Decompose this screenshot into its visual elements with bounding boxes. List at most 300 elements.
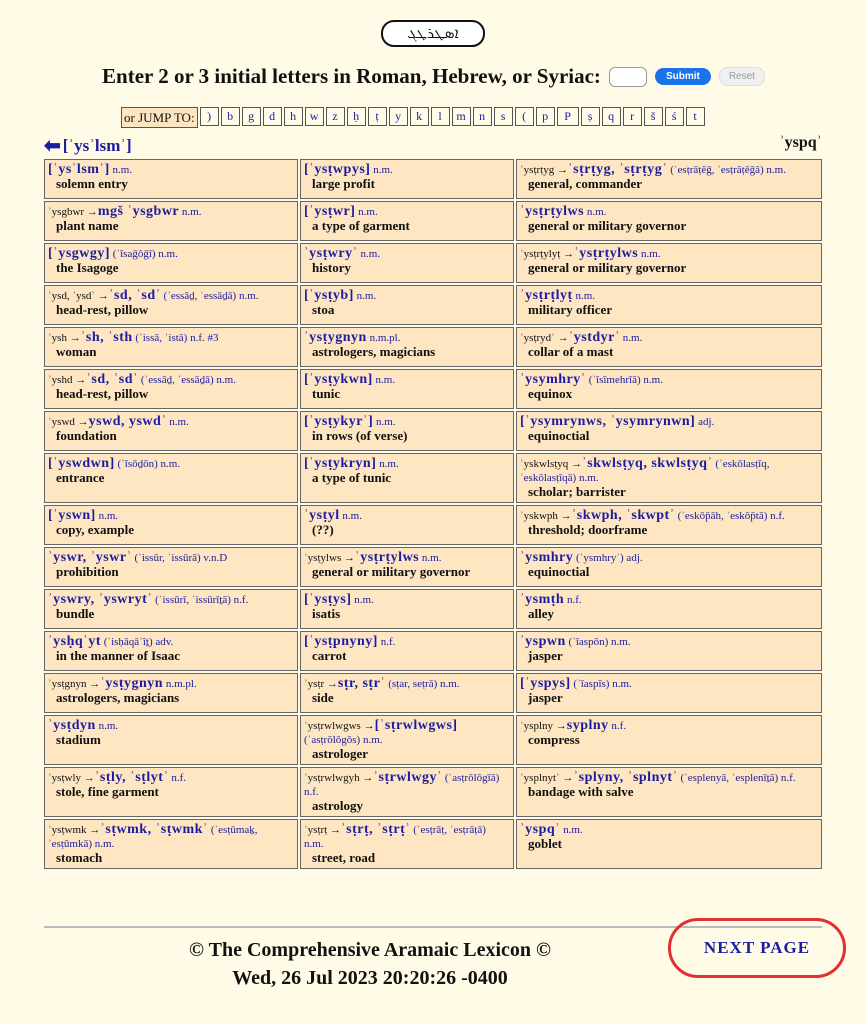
entry-headword[interactable]: ʾysymhryʾ bbox=[520, 372, 586, 387]
lexicon-entry[interactable] bbox=[44, 819, 298, 869]
entry-gloss: head-rest, pillow bbox=[56, 386, 149, 401]
entry-gloss: in the manner of Isaac bbox=[56, 648, 180, 663]
entry-head bbox=[48, 636, 173, 648]
entry-gloss: astrologers, magicians bbox=[312, 344, 436, 359]
entry-info: n.m. bbox=[584, 206, 607, 218]
entry-variant: ʾysṭgnyn → bbox=[48, 678, 101, 690]
entry-gloss: isatis bbox=[312, 606, 341, 621]
entry-gloss: prohibition bbox=[56, 564, 119, 579]
entry-gloss: astrologer bbox=[312, 746, 369, 761]
entry-info: n.m. bbox=[95, 510, 119, 522]
entry-gloss: large profit bbox=[312, 176, 375, 191]
entry-info: n.m. bbox=[357, 248, 381, 260]
entry-headword[interactable]: ʾysmhry bbox=[520, 550, 574, 565]
entry-info: (ʾasṭrōlōgōs) n.m. bbox=[304, 734, 383, 746]
entry-gloss: foundation bbox=[56, 428, 117, 443]
lexicon-entry[interactable] bbox=[300, 631, 514, 671]
entry-head bbox=[48, 290, 259, 302]
entry-headword[interactable]: sṭr, sṭrʾ bbox=[337, 676, 386, 691]
entry-gloss: woman bbox=[56, 344, 97, 359]
lexicon-entry[interactable] bbox=[516, 631, 822, 671]
jump-letter[interactable]: b bbox=[221, 107, 240, 126]
entry-head bbox=[304, 772, 499, 798]
entry-variant: ʾysplnytʾ → bbox=[520, 772, 574, 784]
entry-info: (ʾissūr, ʾissūrā) v.n.D bbox=[131, 552, 228, 564]
jump-letter[interactable]: z bbox=[326, 107, 345, 126]
entry-info: (ʾessāḏ, ʾessāḏā) n.m. bbox=[160, 290, 259, 302]
previous-page-link[interactable] bbox=[44, 133, 132, 158]
entry-head bbox=[48, 824, 258, 850]
jump-letter[interactable]: ṭ bbox=[368, 107, 387, 126]
entry-variant: ʾysṭrṭylyṭ → bbox=[520, 248, 575, 260]
lexicon-entry[interactable] bbox=[516, 243, 822, 283]
entry-gloss: compress bbox=[528, 732, 580, 747]
entry-head bbox=[304, 458, 399, 470]
entry-info: (ʾesplenyā, ʾesplenīṯā) n.f. bbox=[677, 772, 796, 784]
entry-gloss: equinoctial bbox=[528, 564, 590, 579]
lexicon-entry[interactable] bbox=[44, 589, 298, 629]
submit-button[interactable]: Submit bbox=[655, 68, 711, 85]
entry-info: (ʾīaspīs) n.m. bbox=[570, 678, 632, 690]
search-row bbox=[0, 64, 867, 89]
entry-info: (ʾīsaḡōḡī) n.m. bbox=[110, 248, 178, 260]
entry-head bbox=[520, 458, 769, 484]
entry-head bbox=[520, 290, 595, 302]
lexicon-entry[interactable] bbox=[44, 767, 298, 817]
entry-info: (ʾessāḏ, ʾessāḏā) n.m. bbox=[138, 374, 236, 386]
entry-headword[interactable]: [ʾysṭwr] bbox=[304, 204, 356, 219]
entry-variant: ʾysd, ʾysdʾ → bbox=[48, 290, 109, 302]
entry-info: n.m.pl. bbox=[366, 332, 401, 344]
lexicon-entry[interactable] bbox=[300, 327, 514, 367]
entry-info: n.m. bbox=[419, 552, 442, 564]
lexicon-entry[interactable] bbox=[300, 589, 514, 629]
entry-headword[interactable]: [ʾysṭpnyny] bbox=[304, 634, 378, 649]
lexicon-entry[interactable] bbox=[44, 547, 298, 587]
entry-headword[interactable]: ʾsṭwmk, ʾsṭwmkʾ bbox=[100, 822, 209, 837]
lexicon-entry[interactable] bbox=[44, 505, 298, 545]
entry-headword[interactable]: ʾysṭrṭylws bbox=[355, 550, 420, 565]
lexicon-entry[interactable] bbox=[300, 715, 514, 765]
entry-headword[interactable]: syplny bbox=[566, 718, 609, 733]
jump-letter[interactable]: k bbox=[410, 107, 429, 126]
entry-head bbox=[48, 374, 236, 386]
entry-head bbox=[304, 374, 395, 386]
lexicon-entry[interactable] bbox=[44, 285, 298, 325]
entry-head bbox=[48, 678, 197, 690]
entry-info: (ʾissūrī, ʾissūrīṯā) n.f. bbox=[152, 594, 249, 606]
entry-headword[interactable]: ʾysṭrṭylws bbox=[574, 246, 639, 261]
entry-head bbox=[304, 290, 376, 302]
entry-variant: ʾyskwlsṭyq → bbox=[520, 458, 583, 470]
entry-gloss: general or military governor bbox=[528, 218, 687, 233]
entry-head bbox=[304, 636, 395, 648]
entry-head bbox=[48, 720, 118, 732]
entries-grid bbox=[44, 159, 822, 869]
lexicon-entry[interactable] bbox=[516, 453, 822, 503]
lexicon-entry[interactable] bbox=[516, 767, 822, 817]
entry-headword[interactable]: [ʾysymrynws, ʾysymrynwn] bbox=[520, 414, 696, 429]
lexicon-entry[interactable] bbox=[516, 411, 822, 451]
entry-info: n.m. bbox=[353, 290, 377, 302]
jump-letter[interactable]: y bbox=[389, 107, 408, 126]
jump-letter[interactable]: n bbox=[473, 107, 492, 126]
reset-button[interactable]: Reset bbox=[719, 67, 765, 86]
entry-head bbox=[304, 678, 460, 690]
jump-letter[interactable]: š bbox=[644, 107, 663, 126]
entry-headword[interactable]: ʾysṭrṭylws bbox=[520, 204, 585, 219]
lexicon-entry[interactable] bbox=[516, 715, 822, 765]
lexicon-entry[interactable] bbox=[300, 547, 514, 587]
entry-headword[interactable]: ʾysḥqʾyt bbox=[48, 634, 102, 649]
entry-head bbox=[520, 594, 582, 606]
jump-label: or JUMP TO: bbox=[121, 107, 198, 128]
entry-headword[interactable]: [ʾysṭykyrʾ] bbox=[304, 414, 374, 429]
entry-head bbox=[520, 332, 642, 344]
jump-letter[interactable]: q bbox=[602, 107, 621, 126]
entry-headword[interactable]: [ʾysʾlsmʾ] bbox=[48, 162, 110, 177]
entry-headword[interactable]: ʾskwlsṭyq, skwlsṭyqʾ bbox=[582, 456, 713, 471]
lexicon-entry[interactable] bbox=[44, 201, 298, 241]
entry-gloss: in rows (of verse) bbox=[312, 428, 408, 443]
entry-info: n.m. bbox=[620, 332, 643, 344]
entry-headword[interactable]: ʾysṭygnyn bbox=[100, 676, 164, 691]
lexicon-entry[interactable] bbox=[516, 673, 822, 713]
entry-head bbox=[520, 510, 785, 522]
entry-info: n.m.pl. bbox=[163, 678, 197, 690]
lexicon-entry[interactable] bbox=[516, 369, 822, 409]
entry-head bbox=[48, 772, 186, 784]
entry-gloss: stadium bbox=[56, 732, 101, 747]
entry-head bbox=[304, 552, 441, 564]
entry-info: (sṭar, seṭrā) n.m. bbox=[385, 678, 460, 690]
entry-head bbox=[520, 824, 583, 836]
entry-headword[interactable]: ʾsṭrwlwgyʾ bbox=[373, 770, 443, 785]
entry-gloss: general or military governor bbox=[312, 564, 471, 579]
entry-gloss: threshold; doorframe bbox=[528, 522, 648, 537]
jump-letter[interactable]: r bbox=[623, 107, 642, 126]
entry-headword[interactable]: [ʾysṭyb] bbox=[304, 288, 354, 303]
entry-head bbox=[520, 720, 626, 732]
entry-headword[interactable]: ʾsṭrṭ, ʾsṭrṭʾ bbox=[340, 822, 411, 837]
entry-headword[interactable]: ʾyswry, ʾyswrytʾ bbox=[48, 592, 153, 607]
lexicon-entry[interactable] bbox=[300, 767, 514, 817]
entry-head bbox=[304, 164, 393, 176]
entry-head bbox=[48, 510, 118, 522]
entry-variant: ʾysṭr → bbox=[304, 678, 338, 690]
lexicon-entry[interactable] bbox=[44, 715, 298, 765]
entry-gloss: stomach bbox=[56, 850, 103, 865]
entry-head bbox=[304, 206, 378, 218]
search-prompt: Enter 2 or 3 initial letters in Roman, Hebrew, or Syriac: bbox=[102, 64, 601, 88]
entry-headword[interactable]: ʾsṭrṭyg, ʾsṭrṭygʾ bbox=[567, 162, 668, 177]
entry-info: (ʾysmhryʾ) adj. bbox=[573, 552, 643, 564]
jump-letter[interactable]: ṣ bbox=[581, 107, 600, 126]
entry-info: n.m. bbox=[109, 164, 133, 176]
entry-headword[interactable]: ʾyspwn bbox=[520, 634, 566, 649]
entry-headword[interactable]: ʾysṭygnyn bbox=[304, 330, 367, 345]
entry-gloss: collar of a mast bbox=[528, 344, 614, 359]
entry-info: (ʾasṭrōlōgīā) n.f. bbox=[304, 772, 500, 798]
entry-variant: ʾysṭrydʾ → bbox=[520, 332, 569, 344]
lexicon-entry[interactable] bbox=[300, 453, 514, 503]
entry-variant: ʾysṭwly → bbox=[48, 772, 95, 784]
entry-headword[interactable]: ʾysṭyl bbox=[304, 508, 340, 523]
entry-head bbox=[520, 248, 661, 260]
entry-info: n.m. bbox=[376, 458, 399, 470]
entry-headword[interactable]: ʾysmṭh bbox=[520, 592, 565, 607]
lexicon-entry[interactable] bbox=[300, 505, 514, 545]
entry-gloss: the Isagoge bbox=[56, 260, 119, 275]
entry-info: n.m. bbox=[351, 594, 374, 606]
entry-info: (ʾisḥāqāʾīṯ) adv. bbox=[101, 636, 174, 648]
entry-head bbox=[304, 594, 374, 606]
entry-gloss: astrologers, magicians bbox=[56, 690, 180, 705]
lexicon-entry[interactable] bbox=[44, 159, 298, 199]
entry-head bbox=[520, 374, 663, 386]
lexicon-entry[interactable] bbox=[44, 327, 298, 367]
lexicon-entry[interactable] bbox=[300, 243, 514, 283]
lexicon-entry[interactable] bbox=[516, 589, 822, 629]
jump-letter[interactable]: ḥ bbox=[347, 107, 366, 126]
entry-gloss: tunic bbox=[312, 386, 341, 401]
lexicon-entry[interactable] bbox=[516, 201, 822, 241]
entry-variant: ʾysṭylws → bbox=[304, 552, 356, 564]
entry-gloss: street, road bbox=[312, 850, 376, 865]
entry-gloss: history bbox=[312, 260, 351, 275]
entry-variant: ʾysṭrṭyg → bbox=[520, 164, 568, 176]
entry-gloss: head-rest, pillow bbox=[56, 302, 149, 317]
entry-headword[interactable]: [ʾyswdwn] bbox=[48, 456, 115, 471]
entry-headword[interactable]: [ʾsṭrwlwgws] bbox=[374, 718, 458, 733]
entry-head bbox=[304, 824, 486, 850]
lexicon-entry[interactable] bbox=[300, 285, 514, 325]
jump-letter[interactable]: d bbox=[263, 107, 282, 126]
entry-info: (ʾeskōlasṭīq, ʾeskōlasṭīqā) n.m. bbox=[520, 458, 770, 484]
entry-headword[interactable]: [ʾysṭykryn] bbox=[304, 456, 377, 471]
entry-head bbox=[48, 206, 201, 218]
entry-variant: ʾysṭrwlwgws → bbox=[304, 720, 375, 732]
lexicon-entry[interactable] bbox=[516, 285, 822, 325]
entry-headword[interactable]: ʾsh, ʾsth bbox=[80, 330, 133, 345]
entry-head bbox=[48, 164, 132, 176]
entry-info: (ʾesṭrāṭēḡ, ʾesṭrāṭēḡā) n.m. bbox=[667, 164, 786, 176]
jump-letter[interactable]: t bbox=[686, 107, 705, 126]
entry-headword[interactable]: [ʾyswn] bbox=[48, 508, 96, 523]
entry-info: n.m. bbox=[560, 824, 583, 836]
lexicon-entry[interactable] bbox=[516, 327, 822, 367]
entry-gloss: goblet bbox=[528, 836, 562, 851]
entry-head bbox=[48, 594, 248, 606]
jump-letter[interactable]: ( bbox=[515, 107, 534, 126]
entry-variant: ʾysh → bbox=[48, 332, 81, 344]
entry-variant: ʾysṭrṭ → bbox=[304, 824, 341, 836]
entry-info: (ʾesṭūmaḵ, ʾesṭūmkā) n.m. bbox=[48, 824, 258, 850]
jump-letter[interactable]: h bbox=[284, 107, 303, 126]
entry-gloss: plant name bbox=[56, 218, 119, 233]
nav-row bbox=[44, 133, 822, 155]
entry-head bbox=[520, 678, 632, 690]
next-page-link[interactable]: NEXT PAGE bbox=[668, 918, 846, 978]
entry-head bbox=[48, 332, 219, 344]
entry-info: n.m. bbox=[638, 248, 661, 260]
entry-head bbox=[304, 720, 458, 746]
entry-gloss: jasper bbox=[528, 690, 563, 705]
entry-headword[interactable]: [ʾysṭys] bbox=[304, 592, 352, 607]
entry-gloss: (??) bbox=[312, 522, 334, 537]
entry-info: n.f. bbox=[377, 636, 396, 648]
entry-info: (ʾesṭrāṭ, ʾesṭrāṭā) n.m. bbox=[304, 824, 486, 850]
lexicon-entry[interactable] bbox=[44, 673, 298, 713]
entry-head bbox=[520, 206, 606, 218]
entry-info: n.m. bbox=[355, 206, 378, 218]
entry-gloss: equinox bbox=[528, 386, 573, 401]
entry-headword[interactable]: ʾsplyny, ʾsplnytʾ bbox=[573, 770, 678, 785]
entry-info: n.m. bbox=[95, 720, 119, 732]
entry-variant: ʾysṭwmk → bbox=[48, 824, 101, 836]
entry-variant: ʾysplny → bbox=[520, 720, 567, 732]
entry-gloss: carrot bbox=[312, 648, 347, 663]
entry-info: n.m. bbox=[339, 510, 362, 522]
arrow-left-icon: ⬅ bbox=[44, 135, 61, 157]
entry-head bbox=[48, 416, 189, 428]
entry-gloss: copy, example bbox=[56, 522, 134, 537]
entry-info: (ʾeskōp̄āh, ʾeskōp̄tā) n.f. bbox=[674, 510, 785, 522]
entry-gloss: military officer bbox=[528, 302, 613, 317]
jump-letter[interactable]: w bbox=[305, 107, 324, 126]
entry-info: n.m. bbox=[373, 416, 396, 428]
entry-gloss: astrology bbox=[312, 798, 364, 813]
entry-info: n.m. bbox=[572, 290, 596, 302]
entry-headword[interactable]: mgš ʾysgbwr bbox=[97, 204, 180, 219]
entry-gloss: stoa bbox=[312, 302, 335, 317]
entry-gloss: bandage with salve bbox=[528, 784, 634, 799]
entry-info: n.m. bbox=[179, 206, 202, 218]
lexicon-entry[interactable] bbox=[44, 243, 298, 283]
entry-headword[interactable]: ʾyspqʾ bbox=[520, 822, 561, 837]
lexicon-entry[interactable] bbox=[300, 159, 514, 199]
jump-letter[interactable]: ś bbox=[665, 107, 684, 126]
entry-info: n.m. bbox=[372, 374, 396, 386]
jump-letter[interactable]: s bbox=[494, 107, 513, 126]
lexicon-entry[interactable] bbox=[44, 631, 298, 671]
entry-headword[interactable]: ʾskwph, ʾskwptʾ bbox=[571, 508, 675, 523]
entry-info: n.m. bbox=[370, 164, 393, 176]
entry-gloss: scholar; barrister bbox=[528, 484, 626, 499]
jump-bar bbox=[121, 107, 705, 128]
lexicon-entry[interactable] bbox=[516, 505, 822, 545]
entry-headword[interactable]: ʾysṭrṭlyṭ bbox=[520, 288, 573, 303]
cal-logo[interactable]: ܐܣܛܪܛܓ bbox=[381, 20, 485, 47]
entry-headword[interactable]: ʾyswr, ʾyswrʾ bbox=[48, 550, 132, 565]
entry-info: n.f. bbox=[608, 720, 627, 732]
lexicon-entry[interactable] bbox=[300, 369, 514, 409]
lexicon-entry[interactable] bbox=[300, 673, 514, 713]
entry-headword[interactable]: ʾysṭwryʾ bbox=[304, 246, 358, 261]
entry-variant: ʾyshd → bbox=[48, 374, 87, 386]
entry-variant: ʾyskwph → bbox=[520, 510, 572, 522]
entry-head bbox=[48, 552, 227, 564]
entry-headword[interactable]: ʾysṭdyn bbox=[48, 718, 96, 733]
entry-info: n.f. bbox=[168, 772, 187, 784]
entry-gloss: general or military governor bbox=[528, 260, 687, 275]
entry-gloss: jasper bbox=[528, 648, 563, 663]
jump-letter[interactable]: ) bbox=[200, 107, 219, 126]
entry-headword[interactable]: [ʾyspys] bbox=[520, 676, 571, 691]
copyright-text: © The Comprehensive Aramaic Lexicon © bbox=[189, 939, 551, 961]
entry-gloss: a type of tunic bbox=[312, 470, 392, 485]
entry-variant: ʾysṭrwlwgyh → bbox=[304, 772, 374, 784]
entry-gloss: equinoctial bbox=[528, 428, 590, 443]
entry-variant: ʾyswd → bbox=[48, 416, 89, 428]
entry-head bbox=[520, 772, 796, 784]
lexicon-entry[interactable] bbox=[300, 411, 514, 451]
lexicon-entry[interactable] bbox=[44, 453, 298, 503]
jump-letter[interactable]: m bbox=[452, 107, 471, 126]
entry-head bbox=[48, 248, 178, 260]
entry-gloss: side bbox=[312, 690, 334, 705]
entry-head bbox=[304, 248, 380, 260]
entry-info: n.f. bbox=[564, 594, 582, 606]
lexicon-entry[interactable] bbox=[516, 819, 822, 869]
entry-headword[interactable]: [ʾysṭykwn] bbox=[304, 372, 373, 387]
timestamp: Wed, 26 Jul 2023 20:20:26 -0400 bbox=[232, 967, 508, 989]
entry-gloss: bundle bbox=[56, 606, 95, 621]
entry-gloss: solemn entry bbox=[56, 176, 128, 191]
entry-headword[interactable]: ʾsd, ʾsdʾ bbox=[108, 288, 161, 303]
jump-letter[interactable]: l bbox=[431, 107, 450, 126]
entry-info: (ʾissā, ʾistā) n.f. #3 bbox=[132, 332, 219, 344]
entry-headword[interactable]: ʾsṭly, ʾsṭlytʾ bbox=[94, 770, 169, 785]
lexicon-entry[interactable] bbox=[516, 159, 822, 199]
entry-head bbox=[520, 552, 643, 564]
search-input[interactable] bbox=[609, 67, 647, 87]
entry-gloss: entrance bbox=[56, 470, 105, 485]
entry-head bbox=[520, 164, 786, 176]
entry-head bbox=[304, 416, 396, 428]
lexicon-entry[interactable] bbox=[44, 369, 298, 409]
current-word: ʾyspqʾ bbox=[779, 134, 822, 151]
jump-letter[interactable]: P bbox=[557, 107, 579, 126]
entry-headword[interactable]: ʾystdyrʾ bbox=[568, 330, 621, 345]
entry-info: (ʾīsīmehrīā) n.m. bbox=[585, 374, 663, 386]
entry-headword[interactable]: ʾsd, ʾsdʾ bbox=[86, 372, 139, 387]
entry-info: n.m. bbox=[166, 416, 189, 428]
entry-head bbox=[304, 510, 362, 522]
entry-gloss: general, commander bbox=[528, 176, 643, 191]
footer bbox=[110, 936, 630, 992]
entry-variant: ʾysgbwr → bbox=[48, 206, 98, 218]
lexicon-entry[interactable] bbox=[516, 547, 822, 587]
jump-letter[interactable]: g bbox=[242, 107, 261, 126]
lexicon-entry[interactable] bbox=[300, 201, 514, 241]
lexicon-entry[interactable] bbox=[44, 411, 298, 451]
entry-headword[interactable]: [ʾysgwgy] bbox=[48, 246, 111, 261]
entry-gloss: alley bbox=[528, 606, 554, 621]
jump-letter[interactable]: p bbox=[536, 107, 555, 126]
entry-gloss: a type of garment bbox=[312, 218, 410, 233]
entry-headword[interactable]: yswd, yswdʾ bbox=[88, 414, 167, 429]
entry-info: (ʾīsōḏōn) n.m. bbox=[114, 458, 181, 470]
entry-head bbox=[304, 332, 400, 344]
entry-head bbox=[520, 416, 714, 428]
entry-headword[interactable]: [ʾysṭwpys] bbox=[304, 162, 371, 177]
entry-head bbox=[520, 636, 631, 648]
lexicon-entry[interactable] bbox=[300, 819, 514, 869]
entry-gloss: stole, fine garment bbox=[56, 784, 159, 799]
entry-info: adj. bbox=[695, 416, 715, 428]
previous-word: [ʾysʾlsmʾ] bbox=[62, 135, 132, 155]
